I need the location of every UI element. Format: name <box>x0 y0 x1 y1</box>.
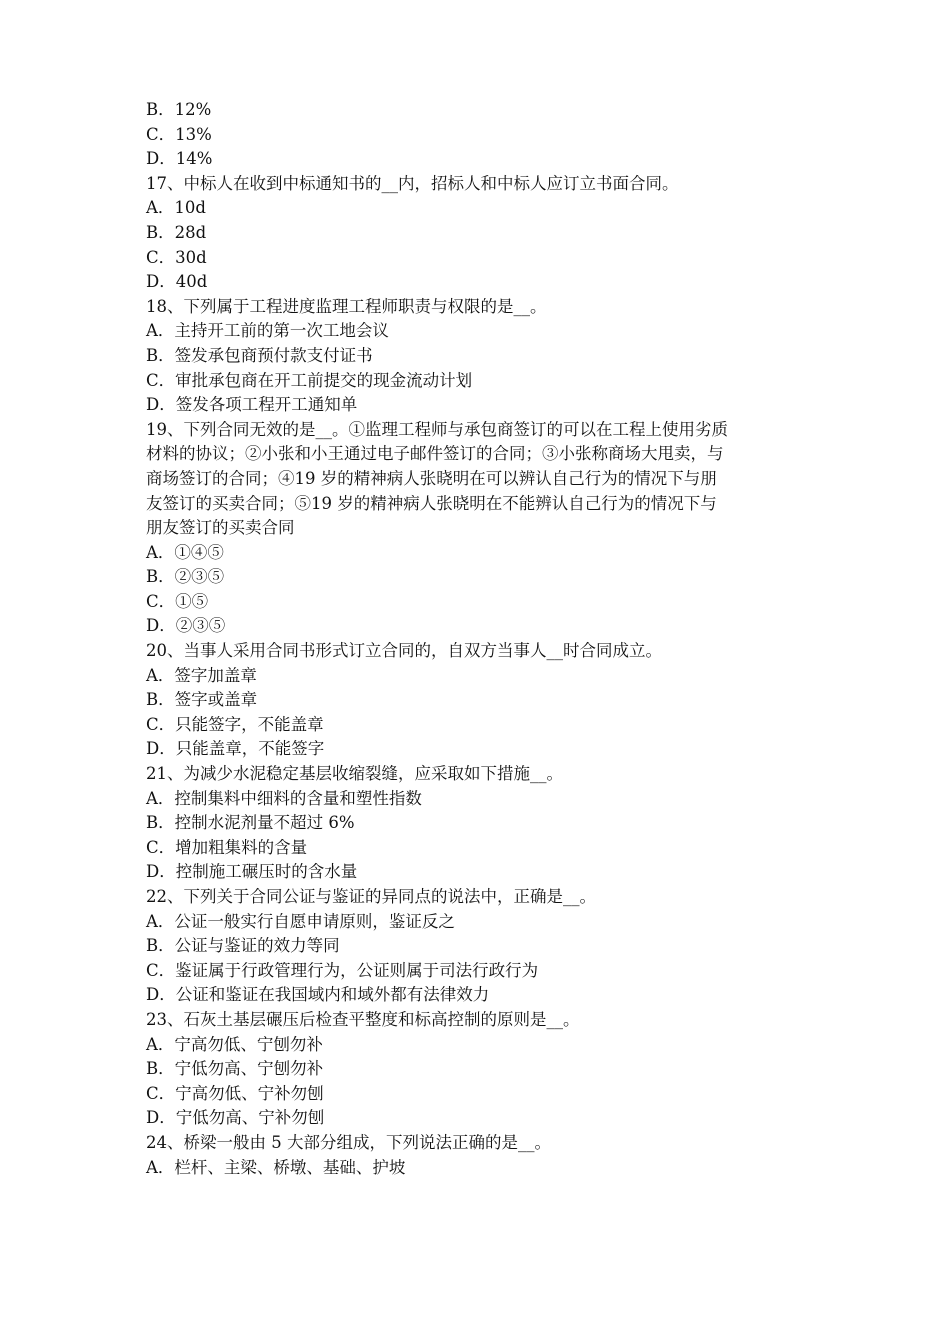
question-text-line: 23、石灰土基层碾压后检查平整度和标高控制的原则是__。 <box>146 1009 580 1029</box>
question-text-line: 商场签订的合同；④19 岁的精神病人张晓明在可以辨认自己行为的情况下与朋 <box>146 468 717 488</box>
answer-option-line: B．签字或盖章 <box>146 690 258 710</box>
answer-option-line: C．①⑤ <box>146 591 209 611</box>
question-text-line: 20、当事人采用合同书形式订立合同的，自双方当事人__时合同成立。 <box>146 641 662 661</box>
answer-option-line: C．增加粗集料的含量 <box>146 837 308 857</box>
question-text-line: 22、下列关于合同公证与鉴证的异同点的说法中，正确是__。 <box>146 887 596 906</box>
answer-option-line: B．签发承包商预付款支付证书 <box>146 345 373 365</box>
answer-option-line: D．②③⑤ <box>146 616 226 636</box>
answer-option-line: D．宁低勿高、宁补勿刨 <box>146 1108 325 1128</box>
question-text-line: 21、为减少水泥稳定基层收缩裂缝，应采取如下措施__。 <box>146 764 563 784</box>
answer-option-line: D．14% <box>146 149 213 169</box>
answer-option-line: B．②③⑤ <box>146 567 225 587</box>
question-text-line: 18、下列属于工程进度监理工程师职责与权限的是__。 <box>146 296 547 316</box>
question-text-line: 朋友签订的买卖合同 <box>146 518 295 538</box>
answer-option-line: A．宁高勿低、宁刨勿补 <box>146 1034 323 1054</box>
answer-option-line: B．28d <box>146 222 207 242</box>
question-text-line: 19、下列合同无效的是__。①监理工程师与承包商签订的可以在工程上使用劣质 <box>146 419 728 439</box>
answer-option-line: C．13% <box>146 124 212 144</box>
answer-option-line: A．控制集料中细料的含量和塑性指数 <box>146 788 422 808</box>
answer-option-line: D．签发各项工程开工通知单 <box>146 395 358 415</box>
answer-option-line: D．公证和鉴证在我国域内和域外都有法律效力 <box>146 985 490 1005</box>
question-text-line: 友签订的买卖合同；⑤19 岁的精神病人张晓明在不能辨认自己行为的情况下与 <box>146 493 717 513</box>
answer-option-line: A．①④⑤ <box>146 542 224 562</box>
exam-question-list <box>146 98 812 1180</box>
answer-option-line: B．控制水泥剂量不超过 6% <box>146 813 355 833</box>
answer-option-line: B．12% <box>146 100 212 119</box>
answer-option-line: C．30d <box>146 247 207 267</box>
answer-option-line: C．只能签字，不能盖章 <box>146 714 324 734</box>
answer-option-line: B．公证与鉴证的效力等同 <box>146 936 340 956</box>
answer-option-line: C．鉴证属于行政管理行为，公证则属于司法行政行为 <box>146 960 539 980</box>
answer-option-line: A．主持开工前的第一次工地会议 <box>146 321 389 341</box>
question-text-line: 17、中标人在收到中标通知书的__内，招标人和中标人应订立书面合同。 <box>146 173 679 193</box>
answer-option-line: D．控制施工碾压时的含水量 <box>146 862 358 882</box>
question-text-line: 材料的协议；②小张和小王通过电子邮件签订的合同；③小张称商场大甩卖，与 <box>146 444 724 464</box>
question-text-line: 24、桥梁一般由 5 大部分组成，下列说法正确的是__。 <box>146 1132 551 1152</box>
answer-option-line: B．宁低勿高、宁刨勿补 <box>146 1059 324 1079</box>
answer-option-line: A．公证一般实行自愿申请原则，鉴证反之 <box>146 911 455 931</box>
answer-option-line: D．40d <box>146 272 208 292</box>
answer-option-line: A．签字加盖章 <box>146 665 257 685</box>
answer-option-line: A．10d <box>146 198 206 218</box>
answer-option-line: D．只能盖章，不能签字 <box>146 739 325 759</box>
answer-option-line: C．宁高勿低、宁补勿刨 <box>146 1083 324 1103</box>
answer-option-line: C．审批承包商在开工前提交的现金流动计划 <box>146 370 473 390</box>
answer-option-line: A．栏杆、主梁、桥墩、基础、护坡 <box>146 1157 406 1177</box>
